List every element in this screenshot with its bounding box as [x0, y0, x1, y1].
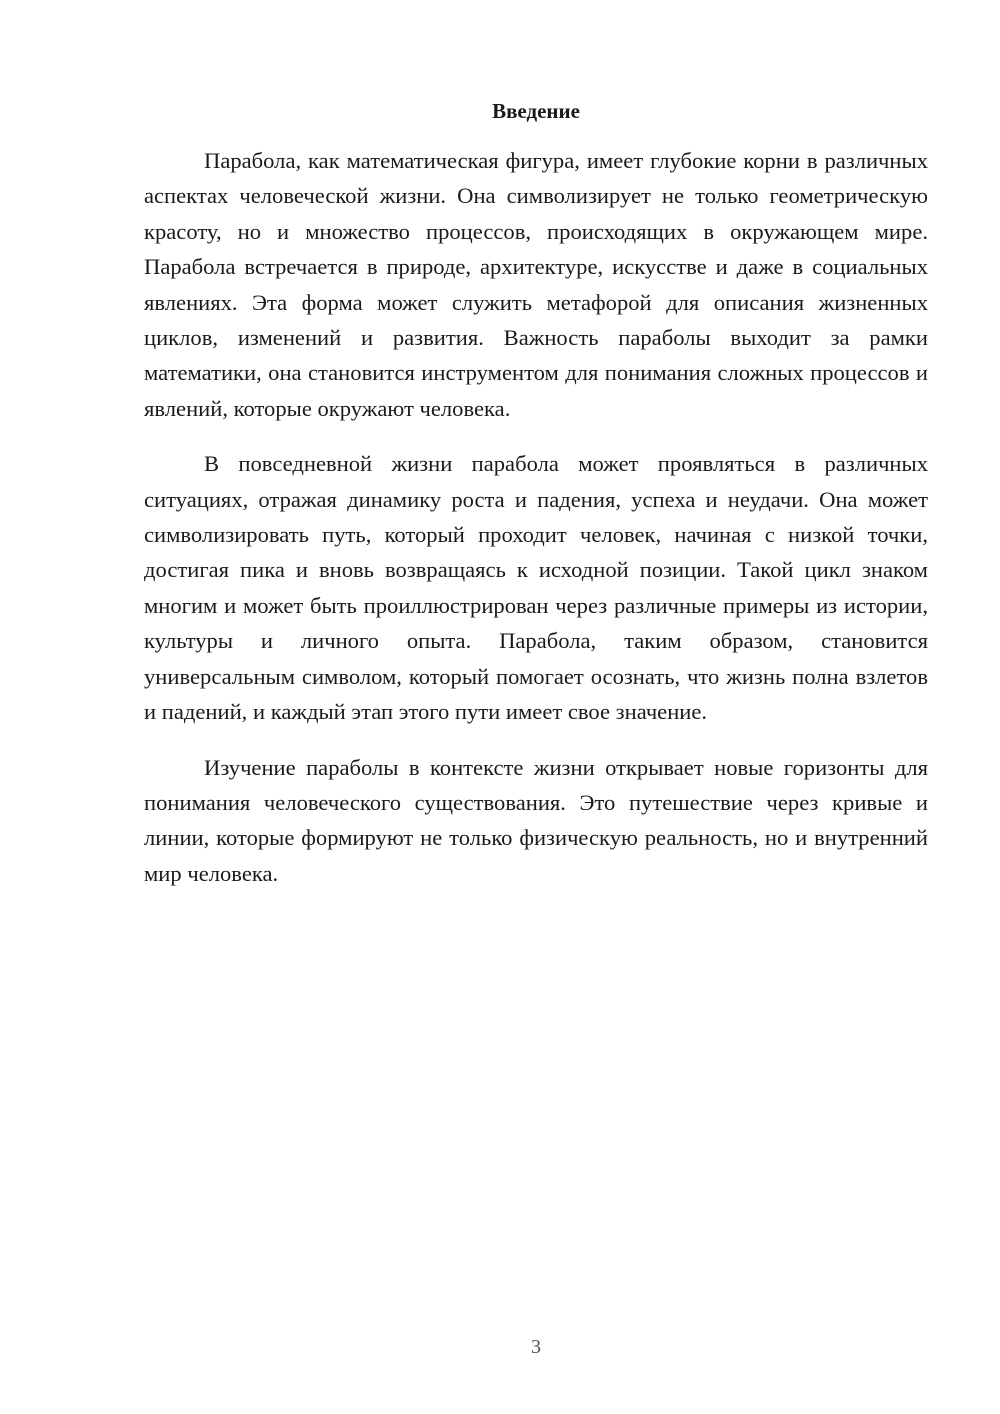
- paragraph-3: Изучение параболы в контексте жизни открывает новые горизонты для понимания человеческого существования. Это путешествие через кривые и линии, которые формируют не только физическую реальность, но и внутренний мир человека.: [144, 754, 928, 886]
- paragraph-1: Парабола, как математическая фигура, имеет глубокие корни в различных аспектах человеческой жизни. Она символизирует не только геометрическую красоту, но и множество процессов, происходящих в окружающем мире. Парабола встречается в природе, архитектуре, искусстве и даже в социальных явлениях. Эта форма может служить метафорой для описания жизненных циклов, изменений и развития. Важность параболы выходит за рамки математики, она становится инструментом для понимания сложных процессов и явлений, которые окружают человека.: [144, 148, 928, 421]
- page-number: 3: [531, 1336, 541, 1358]
- page-title: Введение: [492, 99, 580, 123]
- body-text: [144, 143, 928, 911]
- paragraph-2: В повседневной жизни парабола может проявляться в различных ситуациях, отражая динамику роста и падения, успеха и неудачи. Она может символизировать путь, который проходит человек, начиная с низкой точки, достигая пика и вновь возвращаясь к исходной позиции. Такой цикл знаком многим и может быть проиллюстрирован через различные примеры из истории, культуры и личного опыта. Парабола, таким образом, становится универсальным символом, который помогает осознать, что жизнь полна взлетов и падений, и каждый этап этого пути имеет свое значение.: [144, 451, 928, 725]
